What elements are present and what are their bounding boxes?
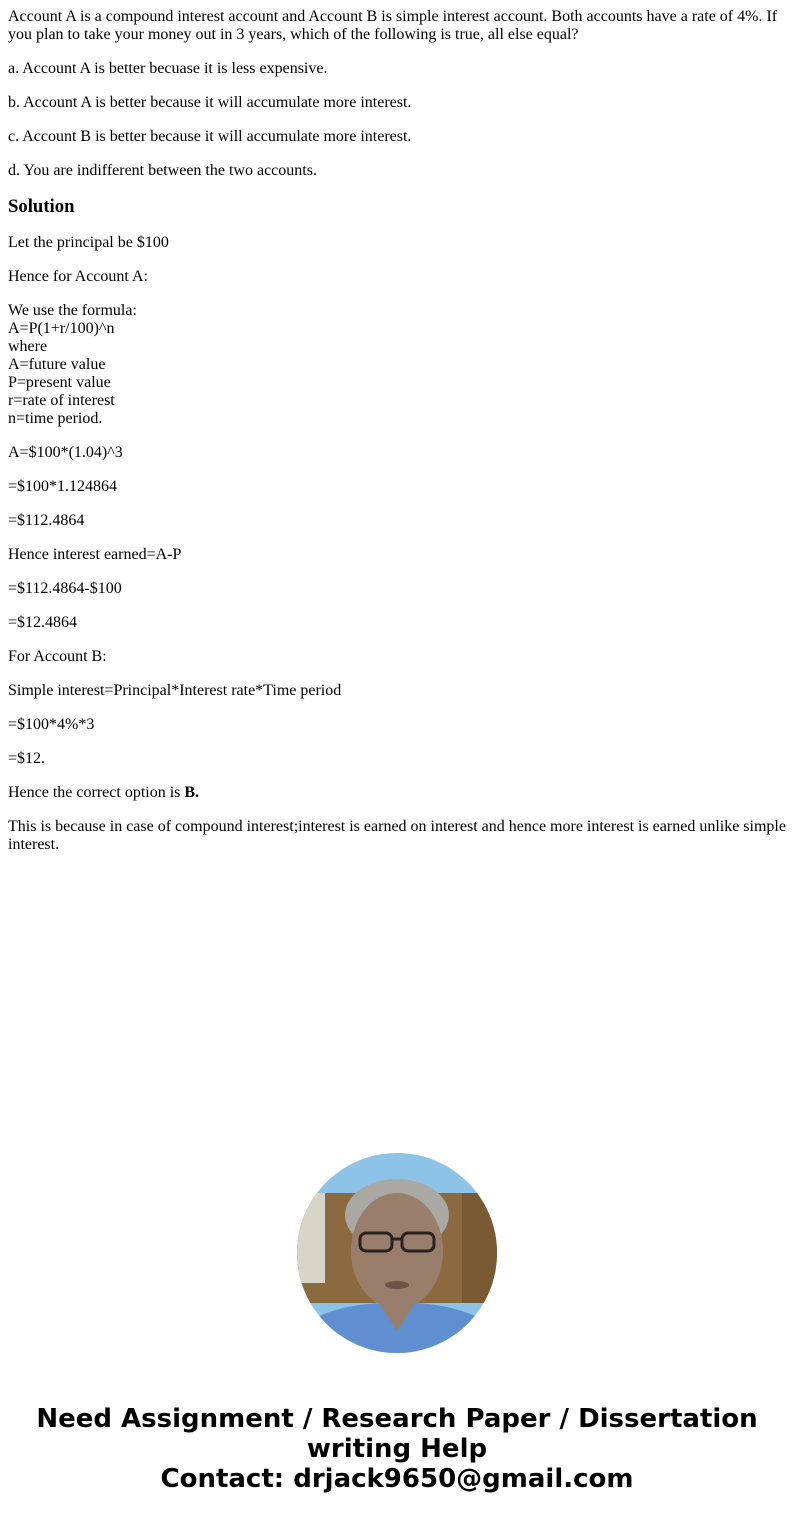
account-a-heading: Hence for Account A:: [8, 268, 148, 285]
avatar: [297, 1153, 497, 1353]
calc-a-line: =$100*1.124864: [8, 478, 118, 495]
calc-a-line: A=$100*(1.04)^3: [8, 444, 123, 461]
calc-a-line: =$112.4864-$100: [8, 580, 122, 597]
formula-line: where: [8, 338, 48, 355]
formula-line: r=rate of interest: [8, 392, 115, 409]
footer-banner: [0, 1404, 794, 1494]
avatar-portrait: [297, 1153, 497, 1353]
option-b: b. Account A is better because it will accumulate more interest.: [8, 94, 412, 111]
account-b-heading: For Account B:: [8, 648, 107, 665]
answer-statement: [8, 784, 788, 802]
formula-line: n=time period.: [8, 410, 103, 427]
principal-statement: Let the principal be $100: [8, 234, 169, 251]
calc-b-line: =$100*4%*3: [8, 716, 95, 733]
explanation: This is because in case of compound interest;interest is earned on interest and hence more interest is earned unlike simple interest.: [8, 818, 786, 853]
option-c: c. Account B is better because it will accumulate more interest.: [8, 128, 412, 145]
footer-line: writing Help: [306, 1434, 488, 1464]
footer-contact: Contact: drjack9650@gmail.com: [160, 1464, 634, 1494]
calc-a-line: =$12.4864: [8, 614, 78, 631]
calc-b-line: Simple interest=Principal*Interest rate*Time period: [8, 682, 342, 699]
formula-line: A=P(1+r/100)^n: [8, 320, 115, 337]
calc-a-line: =$112.4864: [8, 512, 85, 529]
formula-line: P=present value: [8, 374, 111, 391]
formula-line: A=future value: [8, 356, 106, 373]
formula-block: [8, 302, 788, 428]
option-a: a. Account A is better becuase it is less expensive.: [8, 60, 328, 77]
footer-line: Need Assignment / Research Paper / Dissertation: [36, 1404, 758, 1434]
calc-a-line: Hence interest earned=A-P: [8, 546, 182, 563]
answer-prefix: Hence the correct option is: [8, 784, 185, 801]
document-body: [8, 8, 788, 870]
answer-option: B.: [184, 784, 200, 801]
question-text: Account A is a compound interest account and Account B is simple interest account. Both accounts have a rate of 4%. If you plan to take your money out in 3 years, which of the following is true, all else equal?: [8, 8, 778, 43]
formula-line: We use the formula:: [8, 302, 137, 319]
calc-b-line: =$12.: [8, 750, 46, 767]
option-d: d. You are indifferent between the two accounts.: [8, 162, 317, 179]
solution-heading: Solution: [8, 196, 75, 217]
